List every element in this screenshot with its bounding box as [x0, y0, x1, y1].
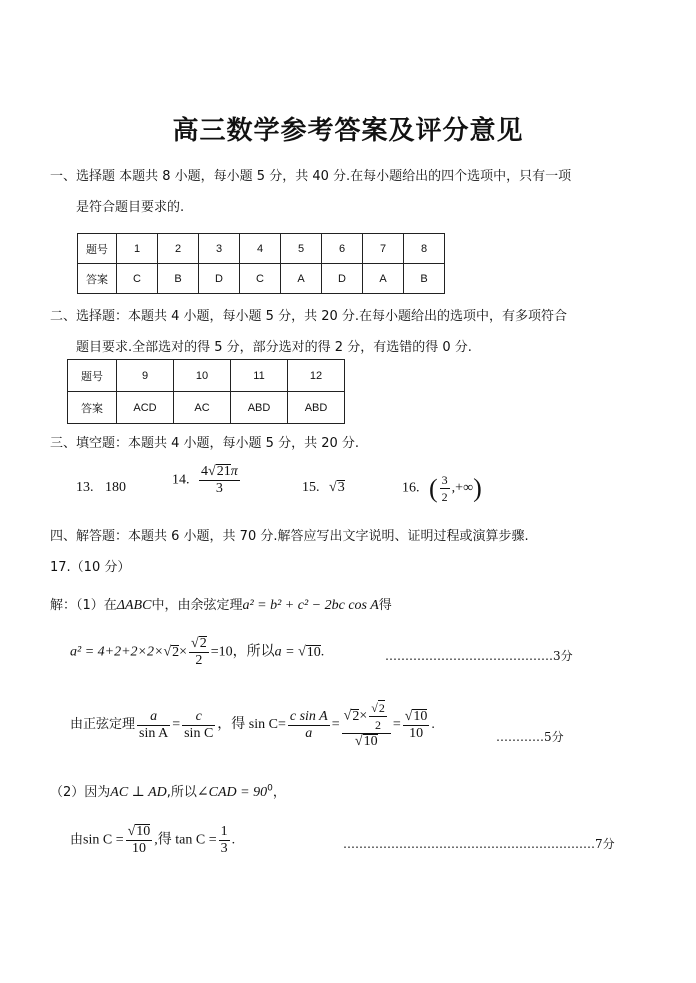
table2-answer: ACD	[117, 392, 174, 424]
q13-answer	[76, 480, 126, 496]
eq1-result: =10，所以	[210, 644, 275, 660]
from-tan-den: 3	[220, 841, 228, 856]
sol-end: 得	[378, 598, 392, 613]
from-tan-num: 1	[220, 824, 228, 839]
q15-answer: 15. √3	[302, 480, 345, 495]
table1-number: 1	[117, 234, 158, 264]
ls-den3: a	[305, 725, 313, 741]
table1-answer: A	[363, 264, 404, 294]
q13-label: 13.	[76, 480, 94, 495]
table2-number: 12	[288, 360, 345, 392]
from-label: 由	[70, 832, 84, 848]
part2-comma: ，	[272, 785, 286, 800]
q16-num: 3	[441, 473, 448, 487]
table1-header-answer: 答案	[78, 264, 117, 294]
ls-eq3: =	[392, 717, 401, 733]
table1-number: 3	[199, 234, 240, 264]
table1-answer: D	[322, 264, 363, 294]
ls-num4c: 2	[375, 718, 382, 732]
sol-intro: 解：（1）在	[50, 598, 117, 613]
eq1-frac-den: 2	[195, 653, 203, 668]
ls-den2: sin C	[184, 725, 214, 741]
eq1-period: .	[320, 644, 325, 660]
ls-den4: 10	[363, 734, 378, 749]
table2-header-answer: 答案	[68, 392, 117, 424]
ls-num5: 10	[413, 708, 428, 724]
page-title: 高三数学参考答案及评分意见	[172, 116, 524, 146]
section1-heading: 一、选择题 本题共 8 小题，每小题 5 分，共 40 分.在每小题给出的四个选项中，只有一项	[50, 169, 572, 184]
eq1-times: ×	[179, 644, 188, 660]
ls-times: ×	[359, 708, 368, 724]
score-marker-3: ……………………………………3分	[385, 649, 573, 663]
q14-radicand: 21	[216, 464, 231, 479]
ls-den1: sin A	[139, 725, 169, 741]
answer-table-1	[77, 233, 445, 294]
part2-angle: ∠CAD = 90	[196, 785, 268, 800]
part2-perp: AC ⊥ AD	[110, 785, 167, 800]
sol-formula: a² = b² + c² − 2bc cos A	[242, 598, 379, 613]
table2-answer: AC	[174, 392, 231, 424]
table2-header-number: 题号	[68, 360, 117, 392]
score-marker-7: ………………………………………………………7分	[343, 837, 615, 851]
ls-get: ，得 sin C=	[217, 717, 286, 733]
section1-heading-cont: 是符合题目要求的.	[76, 200, 185, 215]
q16-label: 16.	[402, 480, 420, 496]
table1-answer: C	[240, 264, 281, 294]
eq1-sqrt10: 10	[306, 644, 321, 660]
sol-mid: 中，由余弦定理	[151, 598, 243, 613]
section2-heading: 二、选择题：本题共 4 小题，每小题 5 分，共 20 分.在每小题给出的选项中，有多项符合	[50, 309, 568, 324]
table1-number: 6	[322, 234, 363, 264]
part2-statement	[50, 781, 286, 801]
ls-num2: c	[182, 709, 215, 726]
q14-pi: π	[230, 464, 238, 479]
equation-1: a² = 4+2+2×2×√2× $\frac{√2}{2}$ =10，所以a = √10.	[70, 636, 325, 668]
ls-num1: a	[137, 709, 170, 726]
score-marker-5: …………5分	[496, 730, 564, 744]
ls-num3: c sin A	[289, 708, 328, 724]
sol-triangle: ΔABC	[116, 598, 152, 613]
ls-eq1: =	[172, 717, 181, 733]
from-num: 10	[136, 824, 151, 839]
ls-num4b: 2	[378, 701, 385, 715]
section4-heading: 四、解答题：本题共 6 小题，共 70 分.解答应写出文字说明、证明过程或演算步骤.	[50, 529, 529, 544]
q13-value: 180	[105, 480, 126, 495]
table1-answer: B	[158, 264, 199, 294]
q14-answer: 14. $\frac{4√21\pi}{3}$	[172, 464, 238, 496]
equation-law-of-sines: 由正弦定理 $\frac{a}{\text{sin A}}$ = $\frac{c}{\text{sin C}}$ ，得 sin C= $\frac{\text{c sin A}}{a}$ = √2× $\frac{√2}{2}$ √10 = $\frac{√10}{10}$ .	[70, 701, 435, 749]
equation-tan: 由sin C = $\frac{√10}{10}$ ,得 tan C = $\frac{1}{3}$ .	[70, 824, 236, 856]
part2-intro: （2）因为	[50, 785, 111, 800]
part2-deg: 0	[267, 783, 273, 794]
eq1-sqrt2: 2	[172, 644, 180, 660]
q16-den: 2	[441, 490, 448, 504]
eq1-a: a =	[274, 644, 299, 660]
table1-answer: B	[404, 264, 445, 294]
eq1-frac-num: 2	[199, 636, 207, 651]
solution-intro	[50, 594, 392, 614]
ls-eq2: =	[331, 717, 340, 733]
part2-so: ,所以	[166, 785, 197, 800]
table2-number: 11	[231, 360, 288, 392]
from-den: 10	[131, 841, 146, 856]
table1-answer: C	[117, 264, 158, 294]
q14-label: 14.	[172, 472, 190, 488]
q15-radicand: 3	[337, 480, 345, 495]
q15-label: 15.	[302, 480, 320, 495]
table2-number: 10	[174, 360, 231, 392]
q14-coef: 4	[201, 464, 208, 479]
table2-answer: ABD	[231, 392, 288, 424]
answer-table-2	[67, 359, 345, 424]
from-sinc: sin C =	[83, 832, 124, 848]
eq1-left: a² = 4+2+2×2×	[70, 644, 164, 660]
ls-num4a: 2	[352, 708, 360, 724]
table2-answer: ABD	[288, 392, 345, 424]
section3-heading: 三、填空题：本题共 4 小题，每小题 5 分，共 20 分.	[50, 436, 360, 451]
table1-header-number: 题号	[78, 234, 117, 264]
table1-number: 2	[158, 234, 199, 264]
table1-number: 7	[363, 234, 404, 264]
from-get: ,得 tan C =	[154, 832, 217, 848]
table1-number: 4	[240, 234, 281, 264]
table1-number: 8	[404, 234, 445, 264]
q17-header: 17.（10 分）	[50, 560, 131, 575]
table1-answer: D	[199, 264, 240, 294]
q16-answer: 16. ( $\frac{3}{2}$ ,+∞)	[402, 473, 482, 504]
section2-heading-cont: 题目要求.全部选对的得 5 分，部分选对的得 2 分，有选错的得 0 分.	[76, 340, 472, 355]
table1-number: 5	[281, 234, 322, 264]
q16-rest: ,+∞	[451, 480, 474, 496]
law-sines-label: 由正弦定理	[70, 717, 136, 733]
q14-den: 3	[215, 481, 223, 496]
table1-answer: A	[281, 264, 322, 294]
table2-number: 9	[117, 360, 174, 392]
ls-den5: 10	[409, 725, 424, 741]
